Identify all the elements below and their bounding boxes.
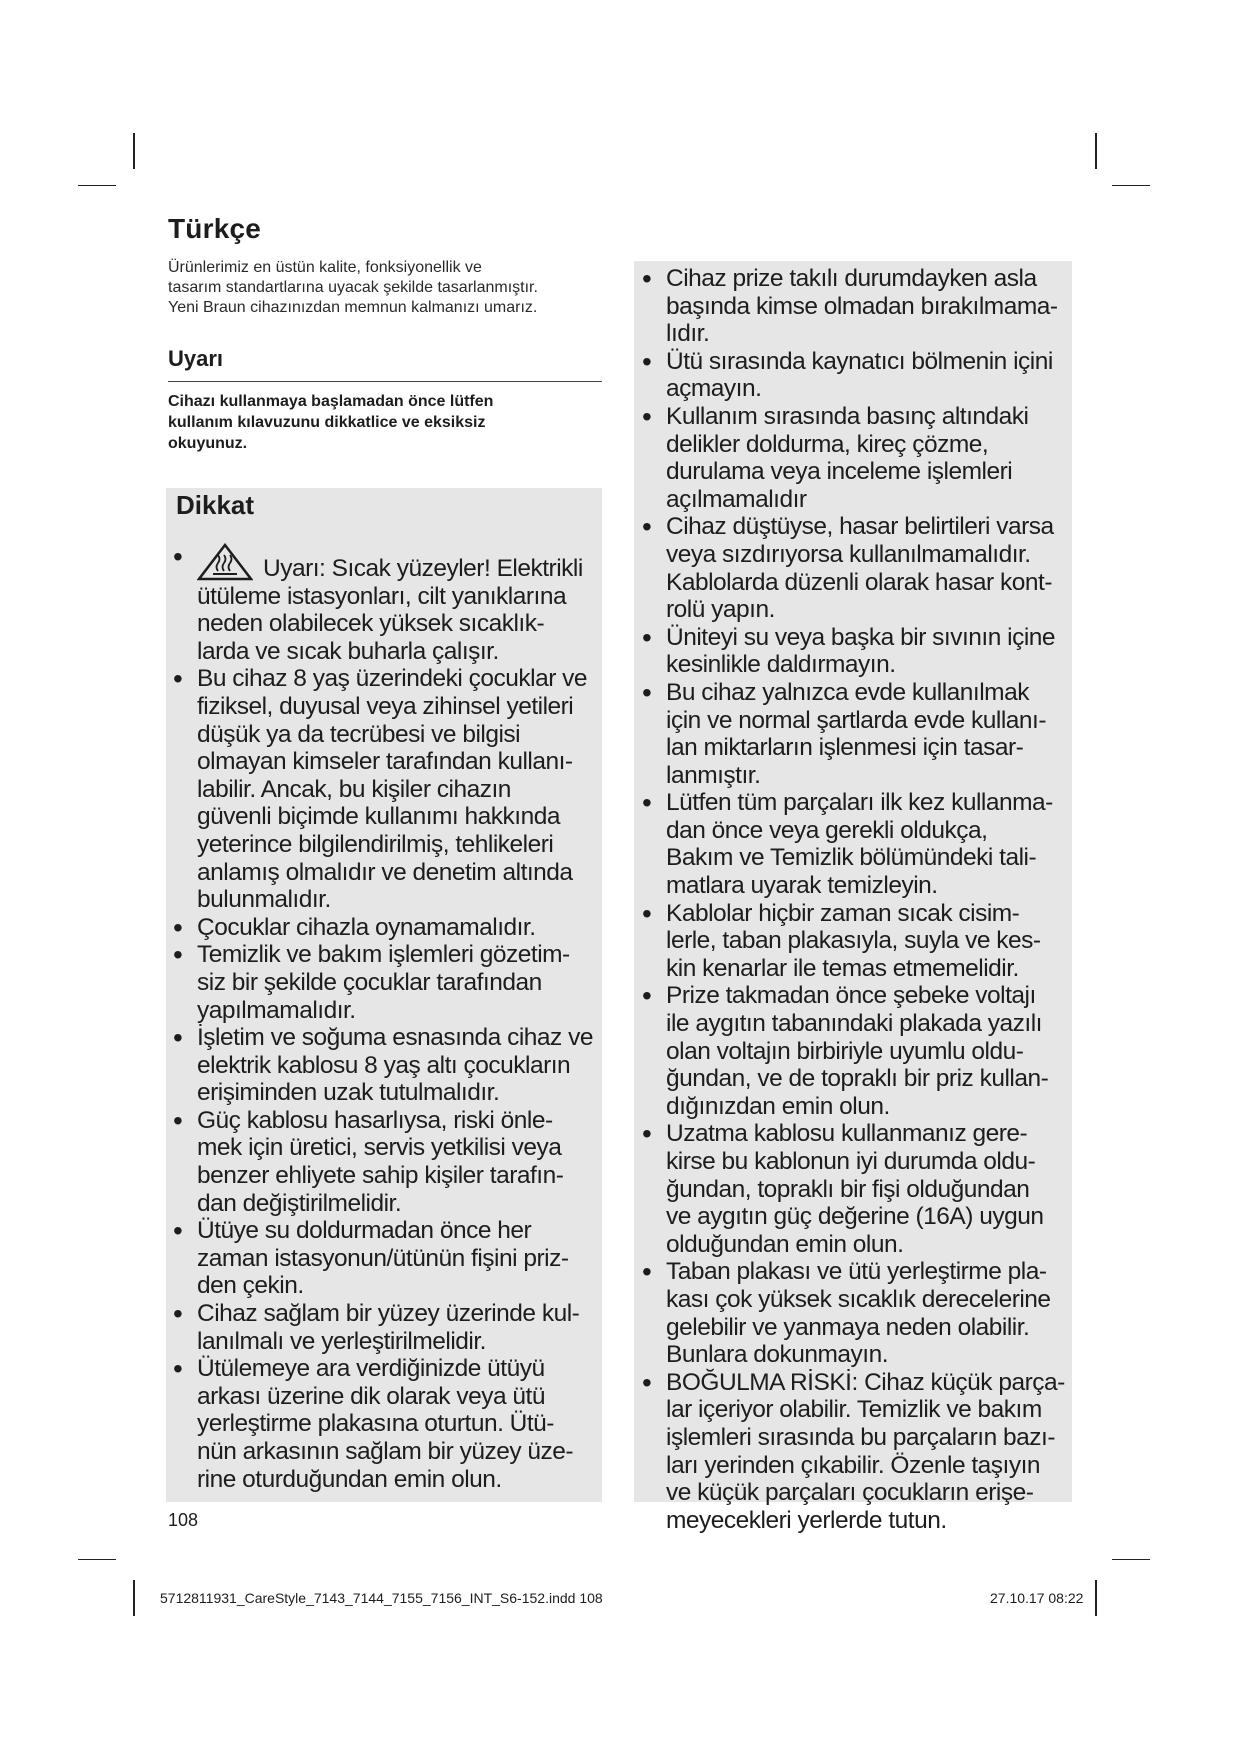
caution-item-line: başında kimse olmadan bırakılmama- [666, 292, 1058, 320]
caution-item-line: labilir. Ancak, bu kişiler cihazın [197, 775, 511, 803]
caution-item-line: • Cihaz sağlam bir yüzey üzerinde kul- [197, 1300, 580, 1328]
caution-item-line: arkası üzerine dik olarak veya ütü [197, 1382, 545, 1410]
caution-title: Dikkat [176, 490, 255, 520]
caution-item-line: işlemleri sırasında bu parçaların bazı- [666, 1423, 1056, 1451]
caution-item-line: • Prize takmadan önce şebeke voltajı [666, 982, 1036, 1010]
caution-item-line: fiziksel, duyusal veya zihinsel yetileri [197, 692, 574, 720]
caution-item [640, 513, 1072, 623]
caution-item-line: benzer ehliyete sahip kişiler tarafın- [197, 1162, 564, 1190]
caution-item-line: • Kablolar hiçbir zaman sıcak cisim- [666, 899, 1020, 927]
caution-item-line: ğundan, ve de topraklı bir priz kullan- [666, 1065, 1049, 1093]
crop-mark-bottom-right [1095, 1580, 1097, 1616]
caution-item-line: nün arkasının sağlam bir yüzey üze- [197, 1438, 574, 1465]
caution-item-line: gelebilir ve yanmaya neden olabilir. [666, 1313, 1030, 1341]
caution-item-line: siz bir şekilde çocuklar tarafından [197, 968, 542, 996]
crop-mark-top-right [1112, 185, 1150, 186]
caution-item-line: yeterince bilgilendirilmiş, tehlikeleri [197, 830, 554, 858]
caution-item-line: lanmıştır. [666, 761, 761, 789]
crop-mark-bottom-left [133, 1580, 135, 1616]
caution-item-line: için ve normal şartlarda evde kullanı- [666, 706, 1046, 734]
caution-list-right [640, 265, 1072, 1534]
caution-item-line: • Cihaz prize takılı durumdayken asla [666, 265, 1037, 292]
caution-item-line: • Güç kablosu hasarlıysa, riski önle- [197, 1106, 553, 1134]
caution-item-line: neden olabilecek yüksek sıcaklık- [197, 610, 545, 638]
caution-item [171, 1300, 601, 1355]
caution-item-line: lıdır. [666, 320, 710, 348]
caution-item-line: • Kullanım sırasında basınç altındaki [666, 402, 1029, 430]
caution-item [640, 1120, 1072, 1258]
caution-item-line: ve aygıtın güç değerine (16A) uygun [666, 1203, 1044, 1231]
caution-item [171, 543, 601, 665]
footer-date-time: 27.10.17 08:22 [990, 1590, 1084, 1606]
intro-line: tasarım standartlarına uyacak şekilde tasarlanmıştır. [168, 279, 538, 296]
caution-item [171, 1355, 601, 1493]
caution-item-line: elektrik kablosu 8 yaş altı çocukların [197, 1051, 571, 1079]
caution-item-line: yerleştirme plakasına oturtun. Ütü- [197, 1410, 554, 1438]
crop-mark-top-left [78, 185, 116, 186]
warning-heading: Uyarı [168, 346, 602, 382]
caution-item-line: • Üniteyi su veya başka bir sıvının içine [666, 623, 1056, 651]
caution-item-line: • Çocuklar cihazla oynamamalıdır. [197, 913, 536, 941]
caution-item [640, 348, 1072, 403]
caution-item-line: yapılmamalıdır. [197, 996, 356, 1024]
caution-item [640, 624, 1072, 679]
caution-item-line: Bakım ve Temizlik bölümündeki tali- [666, 844, 1037, 872]
caution-item-line: açmayın. [666, 375, 762, 403]
caution-item-line: rine oturduğundan emin olun. [197, 1465, 502, 1493]
caution-item-line: rolü yapın. [666, 596, 775, 624]
caution-item-line: • Uzatma kablosu kullanmanız gere- [666, 1120, 1028, 1148]
caution-item-line: bulunmalıdır. [197, 886, 331, 914]
caution-item [171, 914, 601, 942]
caution-item [171, 941, 601, 1024]
caution-item-line: • Ütüye su doldurmadan önce her [197, 1217, 532, 1245]
caution-item-line: ütüleme istasyonları, cilt yanıklarına [197, 582, 567, 610]
caution-item-line: • Taban plakası ve ütü yerleştirme pla- [666, 1258, 1047, 1286]
caution-item [640, 1369, 1072, 1535]
caution-item [640, 403, 1072, 513]
caution-list-left [171, 543, 601, 1493]
caution-item-line: • Ütülemeye ara verdiğinizde ütüyü [197, 1355, 545, 1383]
caution-item-line: açılmamalıdır [666, 485, 807, 513]
crop-mark-top-right [1095, 133, 1097, 169]
caution-item-line: ğundan, topraklı bir fişi olduğundan [666, 1175, 1030, 1203]
caution-item-line: • Ütü sırasında kaynatıcı bölmenin içini [666, 347, 1053, 375]
caution-item [640, 1258, 1072, 1368]
caution-item [640, 679, 1072, 789]
caution-item-line: kası çok yüksek sıcaklık derecelerine [666, 1285, 1051, 1313]
caution-item-line: dan değiştirilmelidir. [197, 1189, 402, 1217]
intro-paragraph [168, 258, 608, 318]
caution-item [640, 789, 1072, 899]
caution-item-line: Kablolarda düzenli olarak hasar kont- [666, 568, 1052, 596]
caution-item-line: lan miktarların işlenmesi için tasar- [666, 734, 1024, 762]
caution-item-line: den çekin. [197, 1272, 304, 1300]
caution-item-text: Uyarı: Sıcak yüzeyler! Elektrikli [263, 555, 583, 582]
caution-item-line: delikler doldurma, kireç çözme, [666, 430, 989, 458]
intro-line: Ürünlerimiz en üstün kalite, fonksiyonellik ve [168, 259, 482, 276]
caution-item-line: olduğundan emin olun. [666, 1230, 904, 1258]
caution-item-line: olan voltajın birbiriyle uyumlu oldu- [666, 1037, 1024, 1065]
caution-item [171, 1024, 601, 1107]
caution-item-line: olmayan kimseler tarafından kullanı- [197, 748, 573, 776]
caution-item-line: lerle, taban plakasıyla, suyla ve kes- [666, 927, 1041, 955]
caution-item-line: lar içeriyor olabilir. Temizlik ve bakım [666, 1396, 1042, 1424]
caution-item-line: mek için üretici, servis yetkilisi veya [197, 1134, 562, 1162]
caution-item-line: durulama veya inceleme işlemleri [666, 458, 1013, 486]
caution-item-line: • Lütfen tüm parçaları ilk kez kullanma- [666, 789, 1053, 817]
footer-file-info: 5712811931_CareStyle_7143_7144_7155_7156_INT_S6-152.indd 108 [160, 1590, 603, 1606]
intro-line: Yeni Braun cihazınızdan memnun kalmanızı umarız. [168, 299, 538, 316]
caution-item-line: • Temizlik ve bakım işlemleri gözetim- [197, 941, 570, 969]
warning-note-line: Cihazı kullanmaya başlamadan önce lütfen [168, 393, 494, 410]
caution-item [171, 1217, 601, 1300]
caution-item [640, 265, 1072, 348]
caution-item-line: veya sızdırıyorsa kullanılmamalıdır. [666, 540, 1031, 568]
caution-item [171, 665, 601, 913]
caution-item [171, 1107, 601, 1217]
caution-item-line: düşük ya da tecrübesi ve bilgisi [197, 720, 521, 748]
page-number: 108 [168, 1510, 199, 1530]
caution-item-line: dan önce veya gerekli oldukça, [666, 816, 988, 844]
caution-item-line: kin kenarlar ile temas etmemelidir. [666, 954, 1019, 982]
warning-note-line: kullanım kılavuzunu dikkatlice ve eksiksiz [168, 414, 486, 431]
caution-item-line: lanılmalı ve yerleştirilmelidir. [197, 1327, 486, 1355]
caution-item-line: erişiminden uzak tutulmalıdır. [197, 1079, 500, 1107]
crop-mark-bottom-right [1112, 1559, 1150, 1560]
caution-item [640, 982, 1072, 1120]
caution-item-line: ile aygıtın tabanındaki plakada yazılı [666, 1010, 1042, 1038]
caution-item-line: • BOĞULMA RİSKİ: Cihaz küçük parça- [666, 1368, 1065, 1396]
caution-item-line: • İşletim ve soğuma esnasında cihaz ve [197, 1024, 593, 1052]
hot-surface-warning-icon [197, 543, 253, 581]
page-title: Türkçe [168, 213, 262, 244]
warning-note-line: okuyunuz. [168, 435, 248, 452]
caution-item-line: Bunlara dokunmayın. [666, 1341, 889, 1369]
caution-item-line: ları yerinden çıkabilir. Özenle taşıyın [666, 1451, 1041, 1479]
caution-item-line: • Bu cihaz yalnızca evde kullanılmak [666, 678, 1029, 706]
caution-item-line: zaman istasyonun/ütünün fişini priz- [197, 1244, 569, 1272]
warning-note [168, 391, 598, 454]
caution-item-line: meyecekleri yerlerde tutun. [666, 1506, 947, 1534]
caution-item-line: kesinlikle daldırmayın. [666, 651, 896, 679]
crop-mark-top-left [133, 133, 135, 169]
caution-item-line [197, 543, 601, 583]
caution-item-line: dığınızdan emin olun. [666, 1092, 890, 1120]
caution-item-line: ve küçük parçaları çocukların erişe- [666, 1479, 1034, 1507]
caution-item [640, 900, 1072, 983]
caution-item-line: • Bu cihaz 8 yaş üzerindeki çocuklar ve [197, 665, 588, 693]
crop-mark-bottom-left [78, 1559, 116, 1560]
caution-item-line: anlamış olmalıdır ve denetim altında [197, 858, 573, 886]
caution-item-line: larda ve sıcak buharla çalışır. [197, 637, 499, 665]
caution-item-line: • Cihaz düştüyse, hasar belirtileri varsa [666, 513, 1054, 541]
caution-item-line: güvenli biçimde kullanımı hakkında [197, 803, 560, 831]
caution-item-line: kirse bu kablonun iyi durumda oldu- [666, 1148, 1036, 1175]
caution-item-line: matlara uyarak temizleyin. [666, 872, 938, 900]
